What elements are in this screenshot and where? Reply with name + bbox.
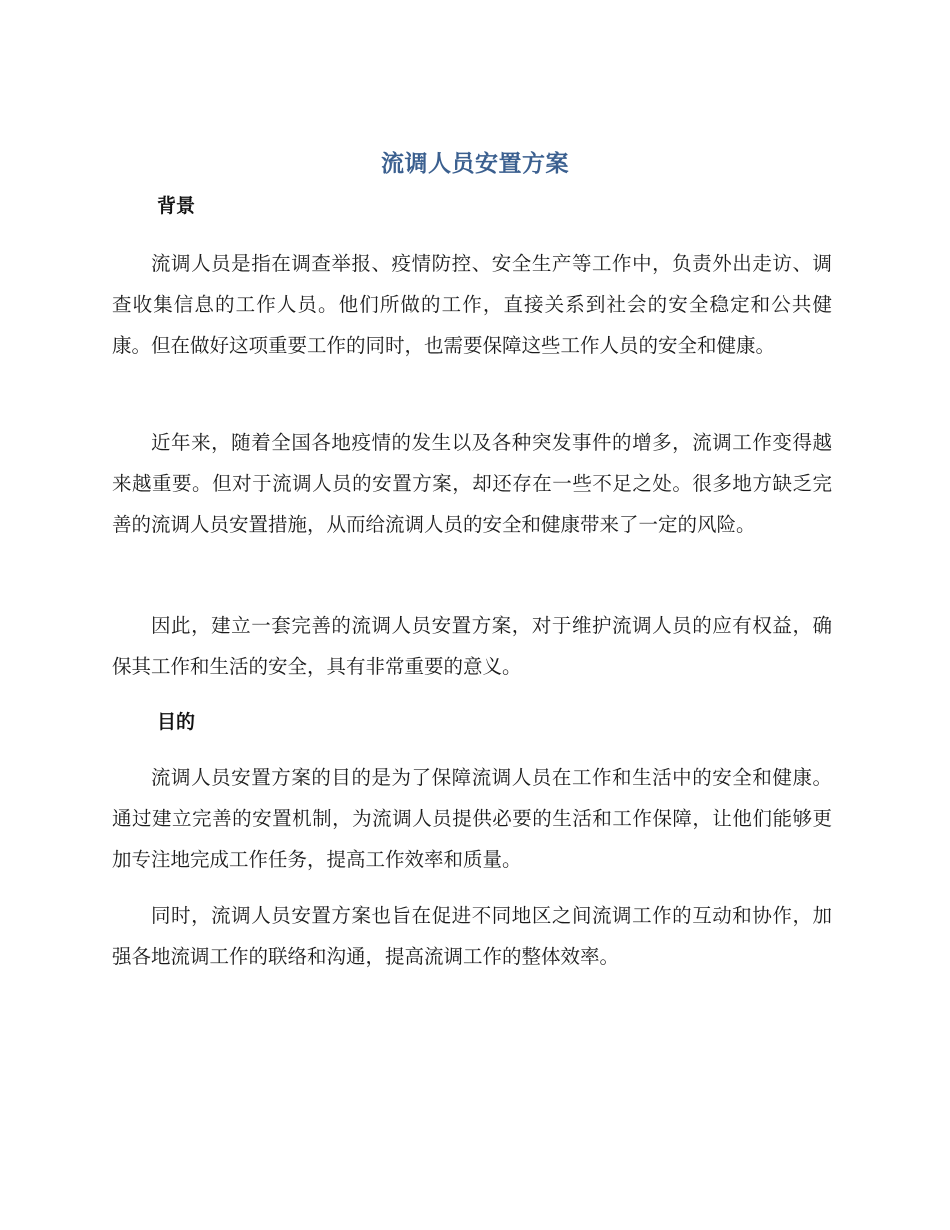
paragraph-purpose-2: 同时，流调人员安置方案也旨在促进不同地区之间流调工作的互动和协作，加强各地流调工作的联络和沟通，提高流调工作的整体效率。 xyxy=(112,904,832,968)
paragraph-background-2: 近年来，随着全国各地疫情的发生以及各种突发事件的增多，流调工作变得越来越重要。但对于流调人员的安置方案，却还存在一些不足之处。很多地方缺乏完善的流调人员安置措施，从而给流调人员的安全和健康带来了一定的风险。 xyxy=(112,431,832,536)
paragraph-purpose-1: 流调人员安置方案的目的是为了保障流调人员在工作和生活中的安全和健康。通过建立完善的安置机制，为流调人员提供必要的生活和工作保障，让他们能够更加专注地完成工作任务，提高工作效率和质量。 xyxy=(112,766,832,871)
paragraph-background-1: 流调人员是指在调查举报、疫情防控、安全生产等工作中，负责外出走访、调查收集信息的工作人员。他们所做的工作，直接关系到社会的安全稳定和公共健康。但在做好这项重要工作的同时，也需要保障这些工作人员的安全和健康。 xyxy=(112,252,832,357)
section-heading-purpose: 目的 xyxy=(157,711,196,733)
paragraph-background-3: 因此，建立一套完善的流调人员安置方案，对于维护流调人员的应有权益，确保其工作和生活的安全，具有非常重要的意义。 xyxy=(112,614,832,678)
section-heading-background: 背景 xyxy=(157,195,196,217)
document-title: 流调人员安置方案 xyxy=(381,151,569,177)
